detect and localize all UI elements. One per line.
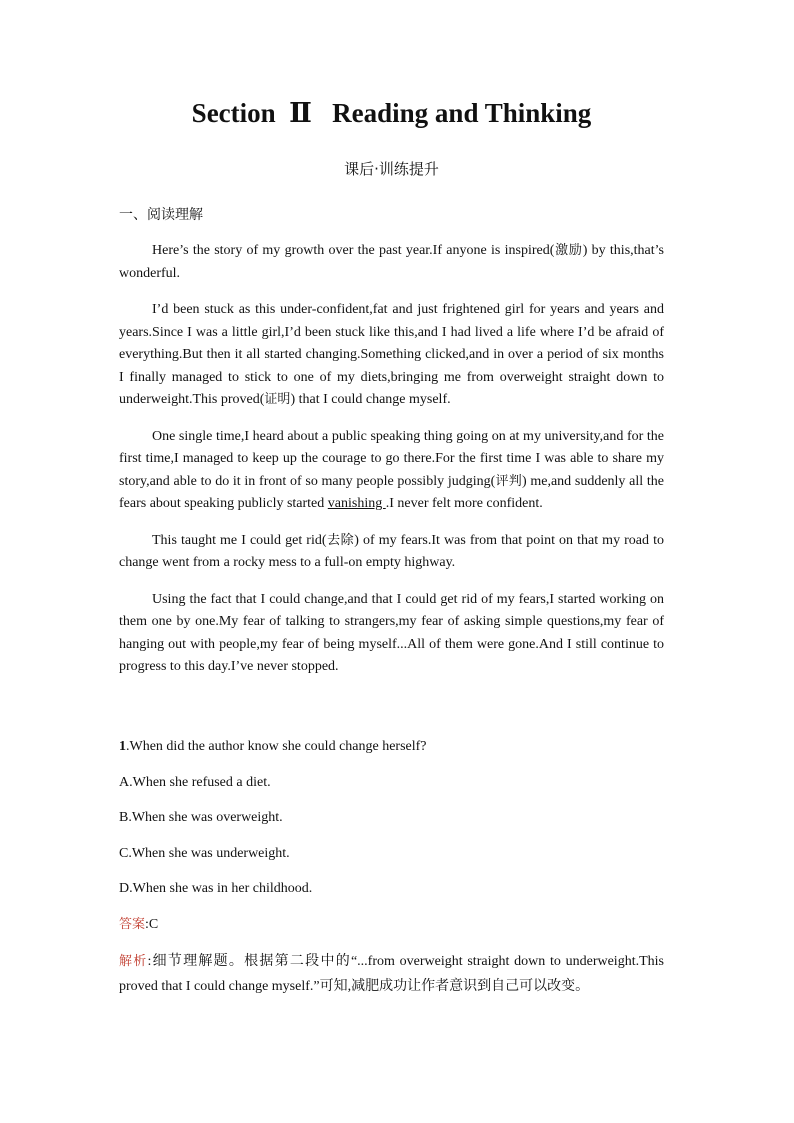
answer-value: :C [145, 916, 159, 932]
passage-paragraph-3: One single time,I heard about a public speaking thing going on at my university,and for the first time,I managed to keep up the courage to go there.For the first time I was able to share my story,and able to do it in front of so many people possibly judging(评判) me,and suddenly all the fears about speaking publicly started vanishing .I never felt more confident. [119, 428, 664, 511]
underlined-word: vanishing [327, 496, 386, 511]
analysis [119, 949, 664, 999]
question-number: 1 [119, 739, 126, 754]
question-stem: 1.When did the author know she could change herself? [119, 739, 427, 754]
question-block [119, 736, 664, 999]
option-d: D.When she was in her childhood. [119, 881, 313, 896]
passage-paragraph-2: I’d been stuck as this under-confident,fat and just frightened girl for years and years and years.Since I was a little girl,I’d been stuck like this,and I had lived a life where I’d be afraid of everything.But then it all started changing.Something clicked,and in over a period of six months I finally managed to stick to one of my diets,bringing me from overweight straight down to underweight.This proved(证明) that I could change myself. [119, 302, 664, 407]
option-a: A.When she refused a diet. [119, 774, 271, 790]
passage-paragraph-4: This taught me I could get rid(去除) of my fears.It was from that point on that my road to change went from a rocky mess to a full-on empty highway. [119, 532, 664, 570]
option-b: B.When she was overweight. [119, 810, 283, 825]
reading-passage [119, 240, 664, 693]
analysis-label: 解析 [119, 954, 148, 969]
page-subtitle: 课后·训练提升 [344, 160, 439, 178]
page-title: Section Ⅱ Reading and Thinking [191, 98, 592, 128]
analysis-text: :细节理解题。根据第二段中的“...from overweight straight down to underweight.This proved that I could change myself.”可知,减肥成功让作者意识到自己可以改变。 [119, 954, 664, 994]
answer-label: 答案 [119, 916, 146, 932]
passage-paragraph-5: Using the fact that I could change,and that I could get rid of my fears,I started working on them one by one.My fear of talking to strangers,my fear of asking simple questions,my fear of hanging out with people,my fear of being myself...All of them were gone.And I still continue to progress to this day.I’ve never stopped. [119, 591, 664, 674]
passage-paragraph-1: Here’s the story of my growth over the past year.If anyone is inspired(激励) by this,that’s wonderful. [119, 243, 664, 281]
section-heading: 一、阅读理解 [119, 207, 203, 223]
answer [119, 914, 664, 936]
option-c: C.When she was underweight. [119, 845, 290, 861]
